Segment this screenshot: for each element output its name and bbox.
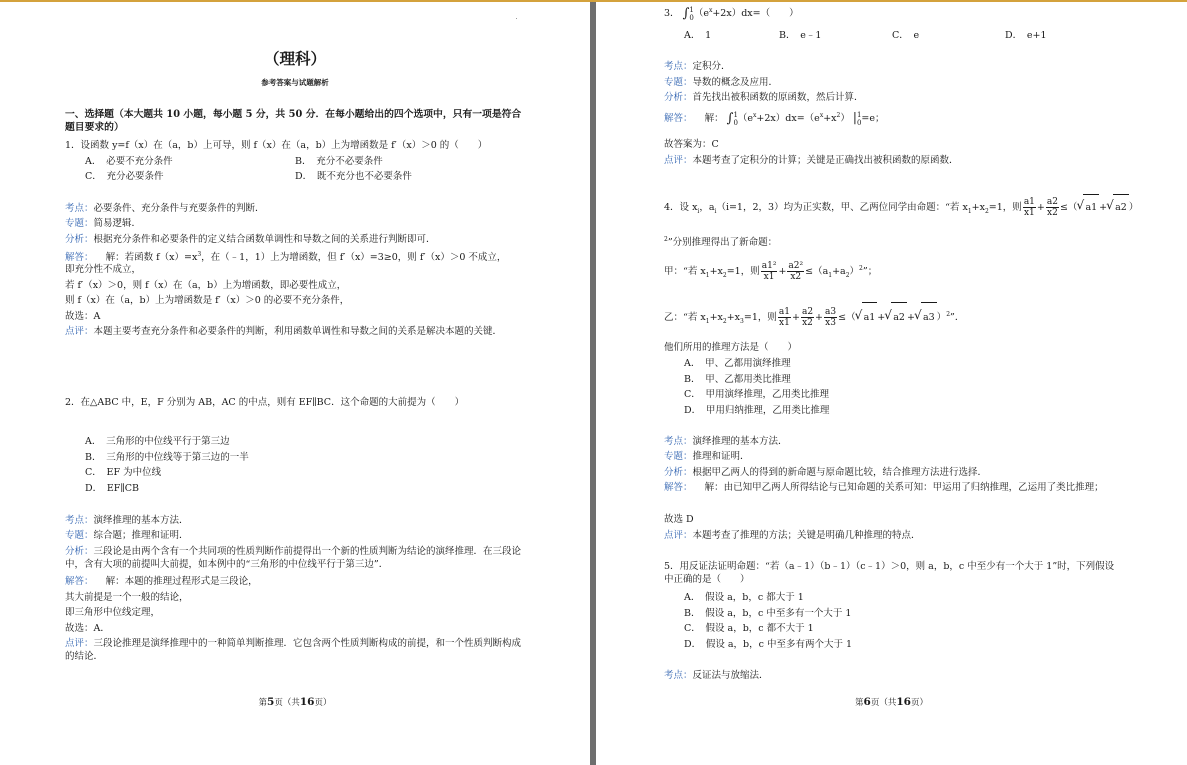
question-4-option-a: A． 甲、乙都用演绎推理: [684, 358, 791, 369]
page-5: [0, 2, 590, 765]
q1-dianping: 点评：本题主要考查充分条件和必要条件的判断，利用函数单调性和导数之间的关系是解决本题的关键．: [65, 326, 503, 337]
q2-fenxi: 分析：三段论是由两个含有一个共同项的性质判断作前提得出一个新的性质判断为结论的演绎推理．在三段论中，含有大项的前提叫大前提，如本例中的“三角形的中位线平行于第三边”．: [65, 546, 522, 570]
fraction: $\frac{a2}{x2}$: [801, 307, 814, 329]
q5-kaodian: 考点：反证法与放缩法．: [664, 670, 769, 681]
q2-jieda-2: 其大前提是一个一般的结论，: [65, 592, 189, 603]
q1-jieda: 解答： 解：若函数 $f(x)=x^3$，在（﹣1，1）上为增函数，但 f′（x）=3≥0，则 f′（x）＞0 不成立，: [65, 251, 507, 264]
question-4-line-2: $^2$”分别推理得出了新命题：: [664, 236, 778, 249]
scan-dot: [516, 18, 517, 19]
question-4-question: 他们所用的推理方法是（ ）: [664, 342, 798, 353]
q4-dianping: 点评：本题考查了推理的方法；关键是明确几种推理的特点．: [664, 530, 921, 541]
question-3-option-a: A． 1: [684, 30, 712, 41]
q3-answer: 故答案为：C: [664, 139, 719, 150]
q2-jieda-3: 即三角形中位线定理，: [65, 607, 161, 618]
question-2-option-c: C． EF 为中位线: [85, 467, 162, 478]
q3-dianping: 点评：本题考查了定积分的计算；关键是正确找出被积函数的原函数．: [664, 155, 959, 166]
question-2-stem: 2．在△ABC 中，E，F 分别为 AB，AC 的中点，则有 EF∥BC．这个命题的大前提为（ ）: [65, 397, 465, 408]
question-5-option-c: C． 假设 a，b，c 都不大于 1: [684, 623, 814, 634]
question-1-option-d: D． 既不充分也不必要条件: [295, 171, 412, 182]
question-1-option-c: C． 充分必要条件: [85, 171, 164, 182]
page-subtitle: 参考答案与试题解析: [261, 78, 329, 87]
question-4-yi: 乙：“若 $x_1+x_2+x_3=1$，则 $\frac{a1}{x1}$ + $\frac{a2}{x2}$ + $\frac{a3}{x3}$ ≤（√ a1 +√ a2 +√ a3 ）$^2$”．: [664, 300, 964, 337]
q3-kaodian: 考点：定积分．: [664, 61, 731, 72]
question-5-option-b: B． 假设 a，b，c 中至多有一个大于 1: [684, 608, 852, 619]
question-4-stem: 4．设 $x_i$，$a_i(i=1$，2，3）均为正实数，甲、乙两位同学由命题：“若 $x_1+x_2=1$，则 $\frac{a1}{x1}$ + $\frac{a2}{x2}$ ≤（√ a1 +√ a2 ）: [664, 194, 1138, 225]
fraction: $\frac{a2}{x2}$: [1046, 197, 1058, 218]
question-1-option-a: A． 必要不充分条件: [85, 156, 173, 167]
q2-dianping: 点评：三段论推理是演绎推理中的一种简单判断推理．它包含两个性质判断构成的前提，和一个性质判断构成的结论．: [65, 638, 522, 662]
q1-jieda-4: 则 f（x）在（a，b）上为增函数是 f′（x）＞0 的必要不充分条件，: [65, 295, 350, 306]
question-3-option-c: C． e: [892, 30, 920, 41]
q2-zhuanti: 专题：综合题；推理和证明．: [65, 530, 189, 541]
q1-kaodian: 考点：必要条件、充分条件与充要条件的判断．: [65, 203, 265, 214]
question-5-stem: 5．用反证法证明命题：“若（a﹣1）（b﹣1）（c﹣1）＞0，则 a，b，c 中至少有一个大于 1”时，下列假设中正确的是（ ）: [664, 561, 1115, 585]
question-4-option-c: C． 甲用演绎推理，乙用类比推理: [684, 389, 830, 400]
q3-zhuanti: 专题：导数的概念及应用．: [664, 77, 779, 88]
question-2-option-d: D． EF∥CB: [85, 483, 140, 494]
fraction: $\frac{a1}{x1}$: [778, 307, 790, 329]
question-3-option-b: B． e﹣1: [779, 30, 822, 41]
question-3-option-d: D． e+1: [1005, 30, 1047, 41]
question-4-jia: 甲：“若 $x_1+x_2=1$，则 $\frac{\text{a1²}}{x1}$ + $\frac{\text{a2²}}{x2}$ $\le(a_1+a_2)^2$”；: [664, 261, 878, 283]
q2-jieda-4: 故选：A．: [65, 623, 110, 634]
q1-zhuanti: 专题：简易逻辑．: [65, 218, 142, 229]
question-5-option-d: D． 假设 a，b，c 中至多有两个大于 1: [684, 639, 853, 650]
q2-kaodian: 考点：演绎推理的基本方法．: [65, 515, 189, 526]
q4-answer: 故选 D: [664, 514, 694, 525]
fraction: $\frac{\text{a1²}}{x1}$: [761, 261, 777, 283]
page-title: （理科）: [263, 49, 326, 68]
fraction: $\frac{a3}{x3}$: [825, 307, 837, 329]
page-footer: 第5页（共16页）: [258, 696, 332, 708]
q1-jieda-2: 即充分性不成立，: [65, 264, 142, 275]
question-2-option-b: B． 三角形的中位线等于第三边的一半: [85, 452, 249, 463]
question-4-option-d: D． 甲用归纳推理，乙用类比推理: [684, 405, 830, 416]
q3-jieda: 解答： 解： ∫1 $0(e^x+2x)dx=(e^x+x^2)$ |1 0=e；: [664, 110, 885, 127]
question-1-option-b: B． 充分不必要条件: [295, 156, 383, 167]
question-4-option-b: B． 甲、乙都用类比推理: [684, 374, 791, 385]
page-footer: 第6页（共16页）: [855, 696, 928, 708]
question-3-stem: 3． ∫1 $0(e^x+2x)dx=$（ ）: [664, 5, 799, 22]
q4-fenxi: 分析：根据甲乙两人的得到的新命题与原命题比较，结合推理方法进行选择．: [664, 467, 988, 478]
question-5-option-a: A． 假设 a，b，c 都大于 1: [684, 592, 804, 603]
q4-jieda: 解答： 解：由已知甲乙两人所得结论与已知命题的关系可知：甲运用了归纳推理，乙运用了类比推理；: [664, 482, 1104, 493]
question-2-option-a: A． 三角形的中位线平行于第三边: [85, 436, 230, 447]
q2-jieda: 解答： 解：本题的推理过程形式是三段论，: [65, 576, 258, 587]
q3-fenxi: 分析：首先找出被积函数的原函数，然后计算．: [664, 92, 864, 103]
q4-kaodian: 考点：演绎推理的基本方法．: [664, 436, 788, 447]
q4-zhuanti: 专题：推理和证明．: [664, 451, 750, 462]
q1-jieda-3: 若 f′（x）＞0，则 f（x）在（a，b）上为增函数，即必要性成立，: [65, 280, 347, 291]
page-6: [596, 2, 1187, 765]
section-heading: 一、选择题（本大题共 10 小题，每小题 5 分，共 50 分．在每小题给出的四个选项中，只有一项是符合题目要求的）: [65, 109, 522, 133]
fraction: $\frac{a1}{x1}$: [1023, 197, 1035, 218]
question-1-stem: 1．设函数 y=f（x）在（a，b）上可导，则 f（x）在（a，b）上为增函数是 f′（x）＞0 的（ ）: [65, 140, 488, 151]
q1-jieda-5: 故选：A: [65, 311, 101, 322]
fraction: $\frac{\text{a2²}}{x2}$: [788, 261, 804, 283]
q1-fenxi: 分析：根据充分条件和必要条件的定义结合函数单调性和导数之间的关系进行判断即可．: [65, 234, 436, 245]
